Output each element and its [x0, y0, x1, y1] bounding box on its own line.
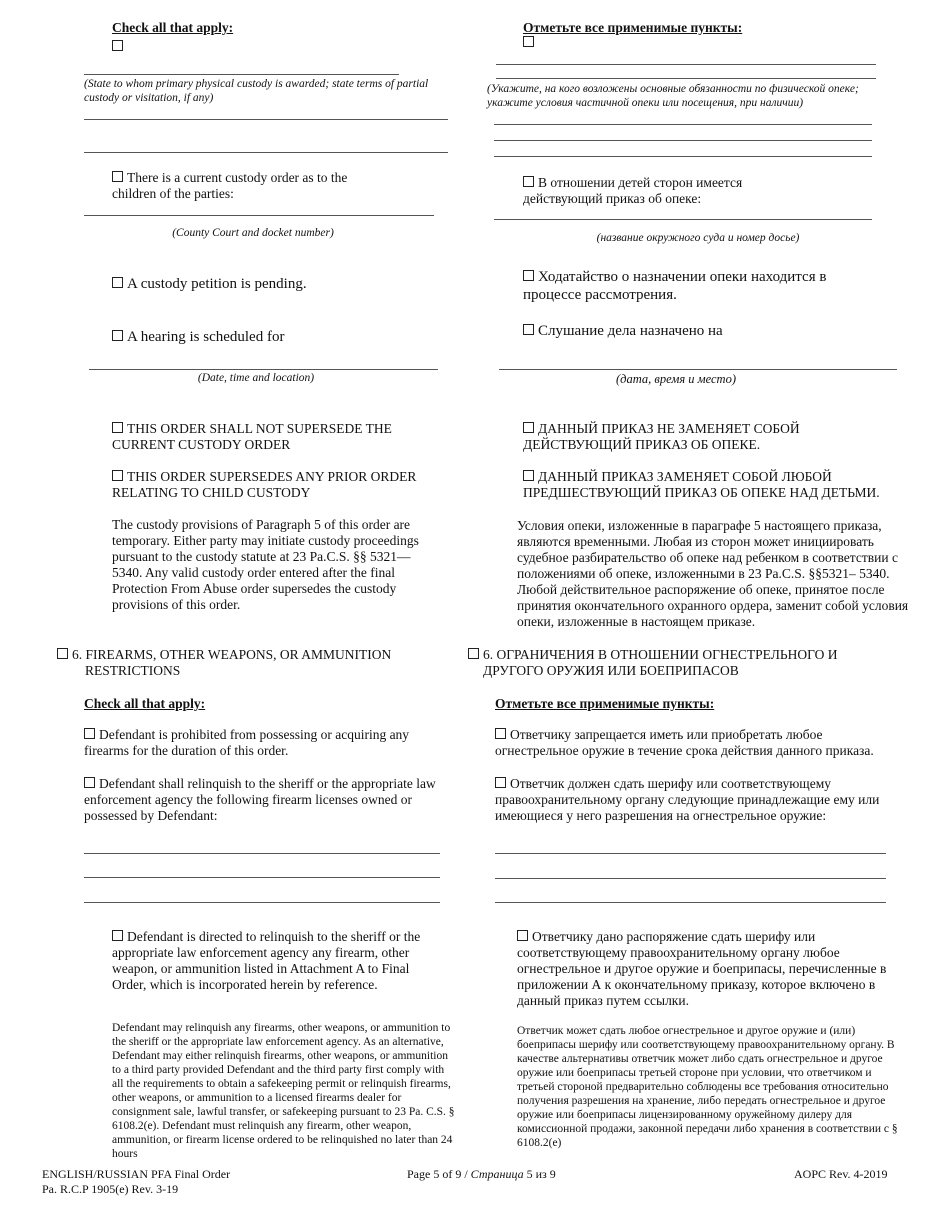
section-6-heading-ru[interactable] — [468, 647, 883, 679]
hearing-line-en[interactable] — [89, 369, 438, 370]
blank-line-en-1[interactable] — [84, 119, 448, 120]
petition-pending-label-en: A custody petition is pending. — [127, 276, 307, 292]
current-order-label-ru: В отношении детей сторон имеется действующий приказ об опеке: — [523, 175, 743, 206]
custody-line-ru-2[interactable] — [496, 78, 876, 79]
checkbox-icon[interactable] — [112, 470, 123, 481]
checkbox-icon[interactable] — [112, 277, 123, 288]
custody-checkbox-ru[interactable] — [523, 35, 538, 51]
checkbox-icon[interactable] — [517, 930, 528, 941]
hearing-option-en[interactable] — [112, 328, 284, 346]
license-line-en-2[interactable] — [84, 877, 440, 878]
custody-checkbox-en[interactable] — [112, 39, 127, 55]
prohibited-label-en: Defendant is prohibited from possessing or acquiring any firearms for the duration of this order. — [84, 727, 410, 758]
checkbox-icon[interactable] — [468, 648, 479, 659]
not-supersede-option-en[interactable] — [112, 421, 432, 453]
license-line-ru-3[interactable] — [495, 902, 886, 903]
directed-label-en: Defendant is directed to relinquish to the sheriff or the appropriate law enforcement agency any firearm, other weapon, or ammunition listed in Attachment A to Final Order, which is incorporated herein by reference. — [112, 929, 421, 992]
checkbox-icon[interactable] — [523, 270, 534, 281]
check-all-header-2-en: Check all that apply: — [84, 696, 206, 711]
custody-line-en[interactable] — [84, 74, 399, 75]
check-all-header-en: Check all that apply: — [112, 20, 234, 35]
custody-caption-ru: (Укажите, на кого возложены основные обязанности по физической опеке; укажите условия частичной опеки или посещения, при наличии) — [487, 83, 859, 109]
footer-aopc-rev: AOPC Rev. 4-2019 — [794, 1167, 888, 1181]
checkbox-icon[interactable] — [495, 777, 506, 788]
footer-page-ru: Страница — [470, 1167, 524, 1181]
supersedes-label-ru: ДАННЫЙ ПРИКАЗ ЗАМЕНЯЕТ СОБОЙ ЛЮБОЙ ПРЕДШЕСТВУЮЩИЙ ПРИКАЗ ОБ ОПЕКЕ НАД ДЕТЬМИ. — [523, 469, 880, 500]
section-6-label-ru: 6. ОГРАНИЧЕНИЯ В ОТНОШЕНИИ ОГНЕСТРЕЛЬНОГО И ДРУГОГО ОРУЖИЯ ИЛИ БОЕПРИПАСОВ — [483, 647, 838, 678]
supersedes-label-en: THIS ORDER SUPERSEDES ANY PRIOR ORDER RELATING TO CHILD CUSTODY — [112, 469, 417, 500]
custody-caption-en: (State to whom primary physical custody is awarded; state terms of partial custody or visitation, if any) — [84, 78, 429, 104]
blank-line-ru-2[interactable] — [494, 140, 872, 141]
custody-paragraph-en: The custody provisions of Paragraph 5 of this order are temporary. Either party may initiate custody proceedings pursuant to the custody statute at 23 Pa.C.S. §§ 5321—5340. Any valid custody order entered after the final Protection From Abuse order supersedes the custody provisions of this order. — [112, 517, 419, 612]
section-6-heading-en[interactable] — [57, 647, 445, 679]
hearing-label-en: A hearing is scheduled for — [127, 329, 285, 345]
checkbox-icon[interactable] — [84, 728, 95, 739]
not-supersede-option-ru[interactable] — [523, 421, 843, 453]
county-line-en[interactable] — [84, 215, 434, 216]
footer-page-number — [407, 1167, 556, 1182]
checkbox-icon[interactable] — [112, 330, 123, 341]
relinquish-licenses-label-ru: Ответчик должен сдать шерифу или соответствующему правоохранительному органу следующие принадлежащие ему или имеющиеся у него разрешения на огнестрельное оружие: — [495, 776, 880, 823]
not-supersede-label-en: THIS ORDER SHALL NOT SUPERSEDE THE CURRENT CUSTODY ORDER — [112, 421, 392, 452]
may-relinquish-paragraph-ru: Ответчик может сдать любое огнестрельное и другое оружие и (или) боеприпасы шерифу или соответствующему правоохранительному органу. В качестве альтернативы ответчик может либо сдать огнестрельное и другое оружие или боеприпасы третьей стороне при условии, что ответчиком и третьей стороной предварительно соблюдены все требования относительно получения разрешения на хранение, либо передать огнестрельное и другое оружие или боеприпасы лицензированному оружейному дилеру для комиссионной продажи, законной передачи либо хранения в соответствии с § 6108.2(e) — [517, 1025, 898, 1149]
county-line-ru[interactable] — [494, 219, 872, 220]
license-line-en-3[interactable] — [84, 902, 440, 903]
current-order-option-en[interactable] — [112, 170, 372, 202]
relinquish-licenses-option-ru[interactable] — [495, 776, 905, 824]
footer-rule-rev: Pa. R.C.P 1905(e) Rev. 3-19 — [42, 1182, 179, 1196]
license-line-ru-1[interactable] — [495, 853, 886, 854]
may-relinquish-paragraph-en: Defendant may relinquish any firearms, other weapons, or ammunition to the sheriff or the appropriate law enforcement agency. As an alternative, Defendant may either relinquish firearms, other weapons, or ammunition to a third party provided Defendant and the third party first comply with all the requirements to obtain a safekeeping permit or relinquish firearms, other weapons, or ammunition to a licensed firearms dealer for consignment sale, lawful transfer, or safekeeping pursuant to 23 Pa. C.S. § 6108.2(e). Defendant must relinquish any firearm, other weapon, ammunition, or firearm license ordered to be relinquished no later than 24 hours — [112, 1022, 455, 1160]
footer-form-title: ENGLISH/RUSSIAN PFA Final Order — [42, 1167, 231, 1181]
petition-pending-option-ru[interactable] — [523, 268, 883, 304]
checkbox-icon[interactable] — [112, 171, 123, 182]
not-supersede-label-ru: ДАННЫЙ ПРИКАЗ НЕ ЗАМЕНЯЕТ СОБОЙ ДЕЙСТВУЮЩИЙ ПРИКАЗ ОБ ОПЕКЕ. — [523, 421, 800, 452]
prohibited-option-ru[interactable] — [495, 727, 895, 759]
footer-page-en: Page 5 of 9 / — [407, 1167, 471, 1181]
checkbox-icon[interactable] — [112, 930, 123, 941]
county-caption-en: (County Court and docket number) — [172, 227, 334, 239]
check-all-header-2-ru: Отметьте все применимые пункты: — [495, 696, 715, 711]
prohibited-option-en[interactable] — [84, 727, 434, 759]
date-caption-ru: (дата, время и место) — [616, 372, 736, 386]
section-6-label-en: 6. FIREARMS, OTHER WEAPONS, OR AMMUNITION RESTRICTIONS — [72, 647, 392, 678]
petition-pending-option-en[interactable] — [112, 275, 307, 293]
directed-option-ru[interactable] — [517, 929, 909, 1009]
license-line-en-1[interactable] — [84, 853, 440, 854]
current-order-label-en: There is a current custody order as to the children of the parties: — [112, 170, 348, 201]
check-all-header-ru: Отметьте все применимые пункты: — [523, 20, 743, 35]
footer-page-ru-rest: 5 из 9 — [523, 1167, 556, 1181]
prohibited-label-ru: Ответчику запрещается иметь или приобретать любое огнестрельное оружие в течение срока действия данного приказа. — [495, 727, 874, 758]
supersedes-option-ru[interactable] — [523, 469, 903, 501]
blank-line-ru-3[interactable] — [494, 156, 872, 157]
hearing-label-ru: Слушание дела назначено на — [538, 323, 723, 339]
license-line-ru-2[interactable] — [495, 878, 886, 879]
date-caption-en: (Date, time and location) — [197, 372, 315, 384]
blank-line-ru-1[interactable] — [494, 124, 872, 125]
relinquish-licenses-option-en[interactable] — [84, 776, 454, 824]
hearing-line-ru[interactable] — [499, 369, 897, 370]
current-order-option-ru[interactable] — [523, 175, 783, 207]
directed-label-ru: Ответчику дано распоряжение сдать шерифу или соответствующему правоохранительному органу любое огнестрельное и другое оружие и боеприпасы, перечисленные в приложении А к окончательному приказу, которое включено в данный приказ путем ссылки. — [517, 929, 887, 1008]
directed-option-en[interactable] — [112, 929, 442, 993]
checkbox-icon[interactable] — [112, 422, 123, 433]
supersedes-option-en[interactable] — [112, 469, 442, 501]
checkbox-icon[interactable] — [495, 728, 506, 739]
petition-pending-label-ru: Ходатайство о назначении опеки находится в процессе рассмотрения. — [523, 269, 827, 303]
relinquish-licenses-label-en: Defendant shall relinquish to the sheriff or the appropriate law enforcement agency the following firearm licenses owned or possessed by Defendant: — [84, 776, 436, 823]
checkbox-icon[interactable] — [523, 176, 534, 187]
checkbox-icon[interactable] — [84, 777, 95, 788]
checkbox-icon[interactable] — [57, 648, 68, 659]
hearing-option-ru[interactable] — [523, 322, 723, 340]
custody-paragraph-ru: Условия опеки, изложенные в параграфе 5 настоящего приказа, являются временными. Любая из сторон может инициировать судебное разбирательство об опеке над ребенком в соответствии с положениями об опеке, изложенными в 23 Pa.C.S. §§5321– 5340. Любой действительное распоряжение об опеке, принятое после принятия окончательного охранного ордера, заменит собой условия опеки, изложенные в настоящем приказе. — [517, 518, 909, 629]
county-caption-ru: (название окружного суда и номер досье) — [596, 232, 800, 244]
checkbox-icon[interactable] — [523, 422, 534, 433]
checkbox-icon[interactable] — [523, 324, 534, 335]
blank-line-en-2[interactable] — [84, 152, 448, 153]
checkbox-icon[interactable] — [523, 470, 534, 481]
custody-line-ru-1[interactable] — [496, 64, 876, 65]
